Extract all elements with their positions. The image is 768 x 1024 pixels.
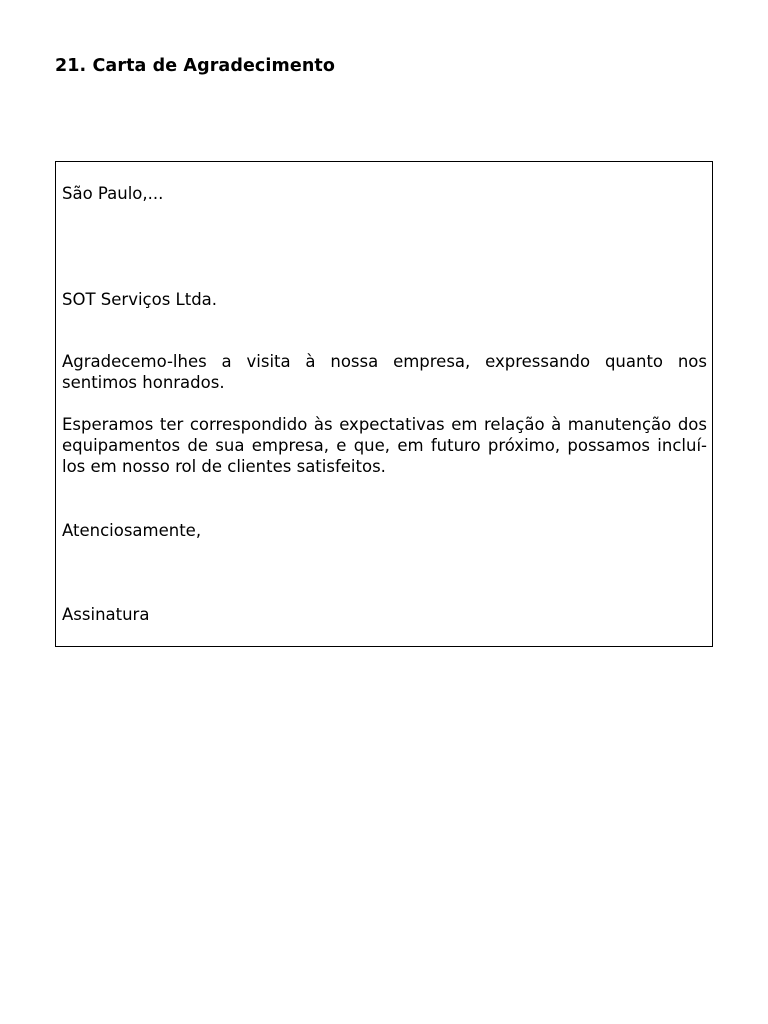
- letter-paragraph-2: Esperamos ter correspondido às expectativas em relação à manutenção dos equipamentos de sua empresa, e que, em futuro próximo, possamos incluí-los em nosso rol de clientes satisfeitos.: [62, 415, 707, 476]
- letter-signature: Assinatura: [62, 605, 150, 624]
- letter-city-date: São Paulo,...: [62, 184, 164, 203]
- letter-paragraph-1: Agradecemo-lhes a visita à nossa empresa, expressando quanto nos sentimos honrados.: [62, 352, 707, 392]
- document-title: 21. Carta de Agradecimento: [55, 56, 335, 76]
- letter-closing: Atenciosamente,: [62, 521, 202, 540]
- letter-box: [55, 161, 713, 647]
- letter-recipient: SOT Serviços Ltda.: [62, 290, 218, 309]
